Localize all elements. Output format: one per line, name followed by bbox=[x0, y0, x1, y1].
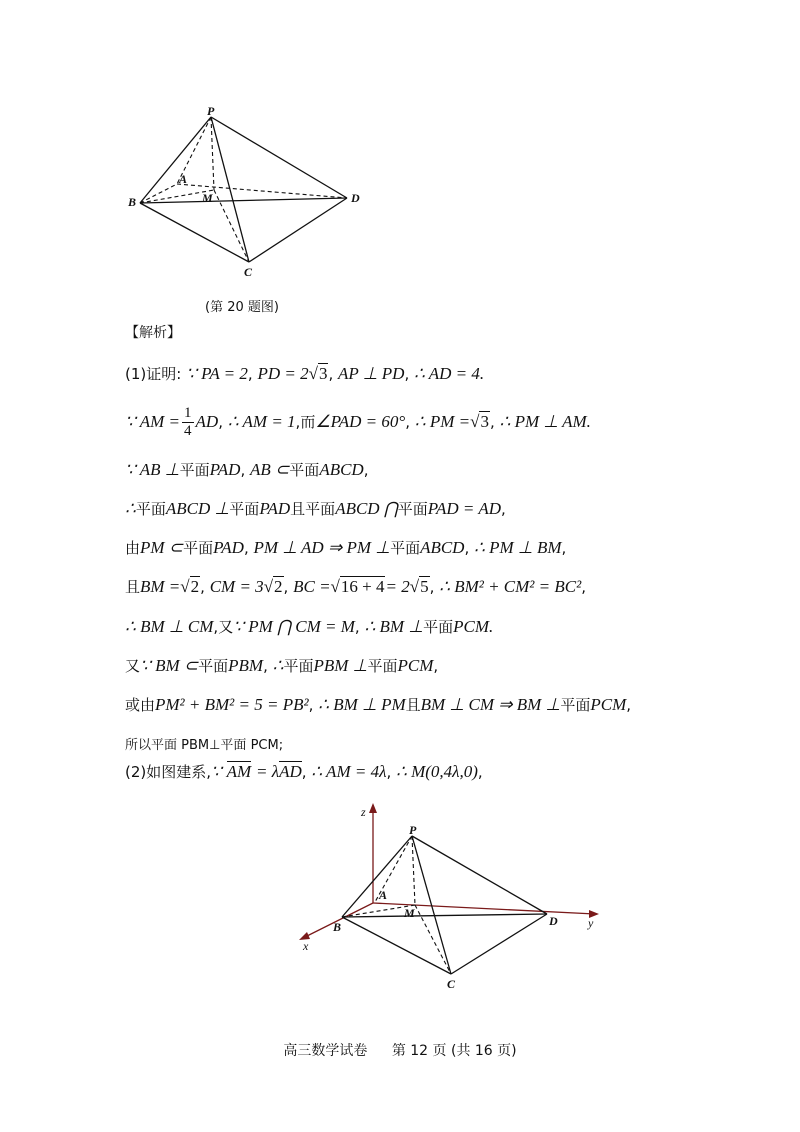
cjk-text: ,又 bbox=[213, 618, 234, 636]
vertex-label-B: B bbox=[128, 195, 137, 209]
sep: , bbox=[477, 763, 483, 781]
cjk-text: 又 bbox=[125, 657, 141, 675]
footer-title: 高三数学试卷 bbox=[283, 1043, 368, 1059]
sep: , bbox=[283, 578, 289, 596]
sep: , bbox=[308, 696, 314, 714]
sqrt-radical-icon: √ bbox=[330, 577, 340, 596]
vertex-label-C: C bbox=[447, 977, 456, 991]
sep: , bbox=[243, 539, 249, 557]
axis-label-x: x bbox=[303, 939, 309, 953]
vertex-label-M: M bbox=[202, 191, 213, 205]
math-text: ABCD bbox=[420, 538, 465, 557]
cjk-text: 平面 bbox=[560, 696, 591, 714]
figure-2-coordinate-pyramid bbox=[295, 800, 615, 995]
sep: , bbox=[581, 578, 586, 596]
edge-PB bbox=[140, 117, 211, 203]
sqrt-value: 16 + 4 bbox=[340, 577, 385, 596]
vertex-label-P: P bbox=[207, 105, 215, 118]
sep: , bbox=[464, 539, 470, 557]
cjk-text: 平面 bbox=[397, 500, 428, 518]
math-text: PCM bbox=[397, 656, 434, 675]
fraction bbox=[182, 405, 194, 440]
math-text: ∴ BM² + CM² = BC² bbox=[439, 577, 582, 596]
edge-CD bbox=[451, 914, 547, 974]
math-text: ABCD ⊥ bbox=[165, 499, 230, 518]
vertex-label-B: B bbox=[333, 920, 342, 934]
sep: , bbox=[363, 461, 369, 479]
cjk-text: 平面 bbox=[135, 500, 166, 518]
cjk-text: 且平面 bbox=[290, 500, 336, 518]
vertex-label-M: M bbox=[404, 906, 415, 920]
sep: , bbox=[328, 365, 334, 383]
section-tag: 【解析】 bbox=[125, 325, 181, 341]
math-text: PBM bbox=[228, 656, 264, 675]
edge-BC bbox=[342, 917, 451, 974]
edge-BD bbox=[342, 914, 547, 917]
math-text: ∴ BM ⊥ PM bbox=[318, 695, 406, 714]
page-footer bbox=[0, 1040, 800, 1060]
math-text: ∴ bbox=[125, 499, 136, 518]
sqrt-radical-icon: √ bbox=[308, 364, 318, 383]
figure-1-pyramid bbox=[125, 105, 385, 280]
figure-2-svg bbox=[295, 800, 615, 995]
math-text: ∴ PM ⊥ BM bbox=[474, 538, 562, 557]
math-text: PAD bbox=[259, 499, 291, 518]
cjk-text: 平面 bbox=[179, 461, 210, 479]
math-text: PM ⊥ AD ⇒ PM ⊥ bbox=[253, 538, 391, 557]
cjk-text: 且 bbox=[125, 578, 141, 596]
sep: , bbox=[429, 578, 435, 596]
sqrt-value: 2 bbox=[274, 577, 283, 596]
sqrt-value: 5 bbox=[420, 577, 429, 596]
math-text: PBM ⊥ bbox=[313, 656, 368, 675]
sep: , bbox=[626, 696, 632, 714]
cjk-text: 平面 bbox=[183, 539, 214, 557]
math-text: ∵ PA = 2 bbox=[186, 364, 248, 383]
cjk-text: 平面 bbox=[390, 539, 421, 557]
edge-BC bbox=[140, 203, 249, 262]
math-text: BM = bbox=[140, 577, 181, 596]
math-text: PM ⊂ bbox=[140, 538, 184, 557]
math-text: = λ bbox=[255, 762, 280, 781]
edge-AB bbox=[140, 184, 177, 203]
cjk-text: 平面 bbox=[367, 657, 398, 675]
cjk-text: 平面 bbox=[229, 500, 260, 518]
edge-PD bbox=[211, 117, 347, 198]
math-text: ABCD ⋂ bbox=[335, 499, 398, 518]
solution-line-2 bbox=[125, 404, 591, 440]
math-text: BC = bbox=[293, 577, 331, 596]
vertex-label-P: P bbox=[409, 823, 417, 837]
fraction-denominator: 4 bbox=[184, 423, 192, 439]
solution-line-11 bbox=[125, 762, 483, 782]
vertex-label-A: A bbox=[379, 888, 388, 902]
math-text: ∠PAD = 60° bbox=[315, 412, 406, 431]
math-text: PCM bbox=[590, 695, 627, 714]
sep: , bbox=[247, 365, 253, 383]
figure-caption: (第 20 题图) bbox=[205, 300, 279, 315]
sqrt-radical-icon: √ bbox=[263, 577, 274, 596]
vector-AM: AM bbox=[226, 762, 252, 781]
axis-label-y: y bbox=[588, 916, 594, 930]
cjk-text: 平面 bbox=[283, 657, 314, 675]
part-label: (2)如图建系, bbox=[125, 763, 212, 781]
cjk-text: 且 bbox=[405, 696, 421, 714]
math-text: ∴ BM ⊥ CM bbox=[125, 617, 214, 636]
cjk-text: 由 bbox=[125, 539, 141, 557]
solution-line-7 bbox=[125, 617, 493, 637]
math-text: PAD bbox=[213, 538, 244, 557]
math-text: ∴ AM = 1 bbox=[227, 412, 296, 431]
math-text: ∵ bbox=[211, 762, 222, 781]
edge-PD bbox=[412, 836, 547, 914]
math-text: PCM. bbox=[453, 617, 494, 636]
vertex-label-D: D bbox=[351, 191, 360, 205]
edge-BD bbox=[140, 198, 347, 203]
sep: , bbox=[489, 413, 495, 431]
part-label: (1)证明: bbox=[125, 365, 182, 383]
math-text: ∴ AM = 4λ bbox=[311, 762, 387, 781]
solution-line-10: 所以平面 PBM⊥平面 PCM; bbox=[125, 738, 284, 753]
sqrt-radical-icon: √ bbox=[409, 577, 420, 596]
math-text: ∴ bbox=[272, 656, 284, 675]
sep: , bbox=[240, 461, 246, 479]
math-text: ∵ BM ⊂ bbox=[140, 656, 199, 675]
vector-AD: AD bbox=[279, 762, 302, 781]
sep: ,而 bbox=[295, 413, 316, 431]
figure-1-svg bbox=[125, 105, 385, 280]
solution-line-6 bbox=[125, 577, 586, 597]
sqrt-value: 3 bbox=[480, 412, 489, 431]
sep: , bbox=[561, 539, 567, 557]
cjk-text: 平面 bbox=[423, 618, 454, 636]
sep: , bbox=[404, 365, 410, 383]
cjk-text: 或由 bbox=[125, 696, 156, 714]
axis-label-z: z bbox=[361, 805, 366, 819]
sqrt-value: 3 bbox=[318, 364, 328, 383]
math-text: ABCD bbox=[319, 460, 364, 479]
sep: , bbox=[354, 618, 360, 636]
solution-line-4 bbox=[125, 499, 506, 519]
footer-page-number: 第 12 页 (共 16 页) bbox=[391, 1043, 517, 1059]
math-text: = 2 bbox=[385, 577, 410, 596]
solution-line-3 bbox=[125, 460, 368, 480]
fraction-numerator: 1 bbox=[184, 405, 192, 421]
math-text: CM = 3 bbox=[209, 577, 264, 596]
sep: , bbox=[405, 413, 410, 431]
math-text: BM ⊥ CM ⇒ BM ⊥ bbox=[420, 695, 561, 714]
vertex-label-D: D bbox=[549, 914, 558, 928]
math-text: ∴ M(0,4λ,0) bbox=[396, 762, 478, 781]
sep: , bbox=[386, 763, 392, 781]
math-text: ∴ PM = bbox=[414, 412, 471, 431]
math-text: PAD = AD bbox=[427, 499, 501, 518]
math-text: AB ⊂ bbox=[250, 460, 290, 479]
solution-line-1 bbox=[125, 364, 484, 384]
math-text: ∴ AD = 4. bbox=[414, 364, 485, 383]
math-text: ∵ AB ⊥ bbox=[125, 460, 180, 479]
sqrt-radical-icon: √ bbox=[470, 412, 480, 431]
vertex-label-A: A bbox=[179, 172, 188, 186]
sqrt-value: 2 bbox=[190, 577, 200, 596]
sep: , bbox=[301, 763, 307, 781]
sep: , bbox=[263, 657, 268, 675]
sep: , bbox=[200, 578, 205, 596]
edge-CD bbox=[249, 198, 347, 262]
sqrt-radical-icon: √ bbox=[180, 577, 190, 596]
math-text: AP ⊥ PD bbox=[338, 364, 405, 383]
sep: , bbox=[500, 500, 506, 518]
math-text: ∴ PM ⊥ AM. bbox=[499, 412, 591, 431]
solution-line-5 bbox=[125, 538, 566, 558]
sep: , bbox=[218, 413, 223, 431]
math-text: ∴ BM ⊥ bbox=[364, 617, 424, 636]
cjk-text: 平面 bbox=[289, 461, 320, 479]
vertex-label-C: C bbox=[244, 265, 253, 279]
math-text: ∵ AM = bbox=[125, 412, 181, 431]
sep: , bbox=[433, 657, 439, 675]
math-text: ∵ PM ⋂ CM = M bbox=[233, 617, 355, 636]
math-text: AD bbox=[195, 412, 219, 431]
cjk-text: 平面 bbox=[198, 657, 229, 675]
math-text: PM² + BM² = 5 = PB² bbox=[155, 695, 309, 714]
math-text: PD = 2 bbox=[257, 364, 309, 383]
solution-line-8 bbox=[125, 656, 438, 676]
math-text: PAD bbox=[209, 460, 241, 479]
z-axis-arrow-icon bbox=[369, 803, 377, 813]
solution-line-9 bbox=[125, 695, 631, 715]
